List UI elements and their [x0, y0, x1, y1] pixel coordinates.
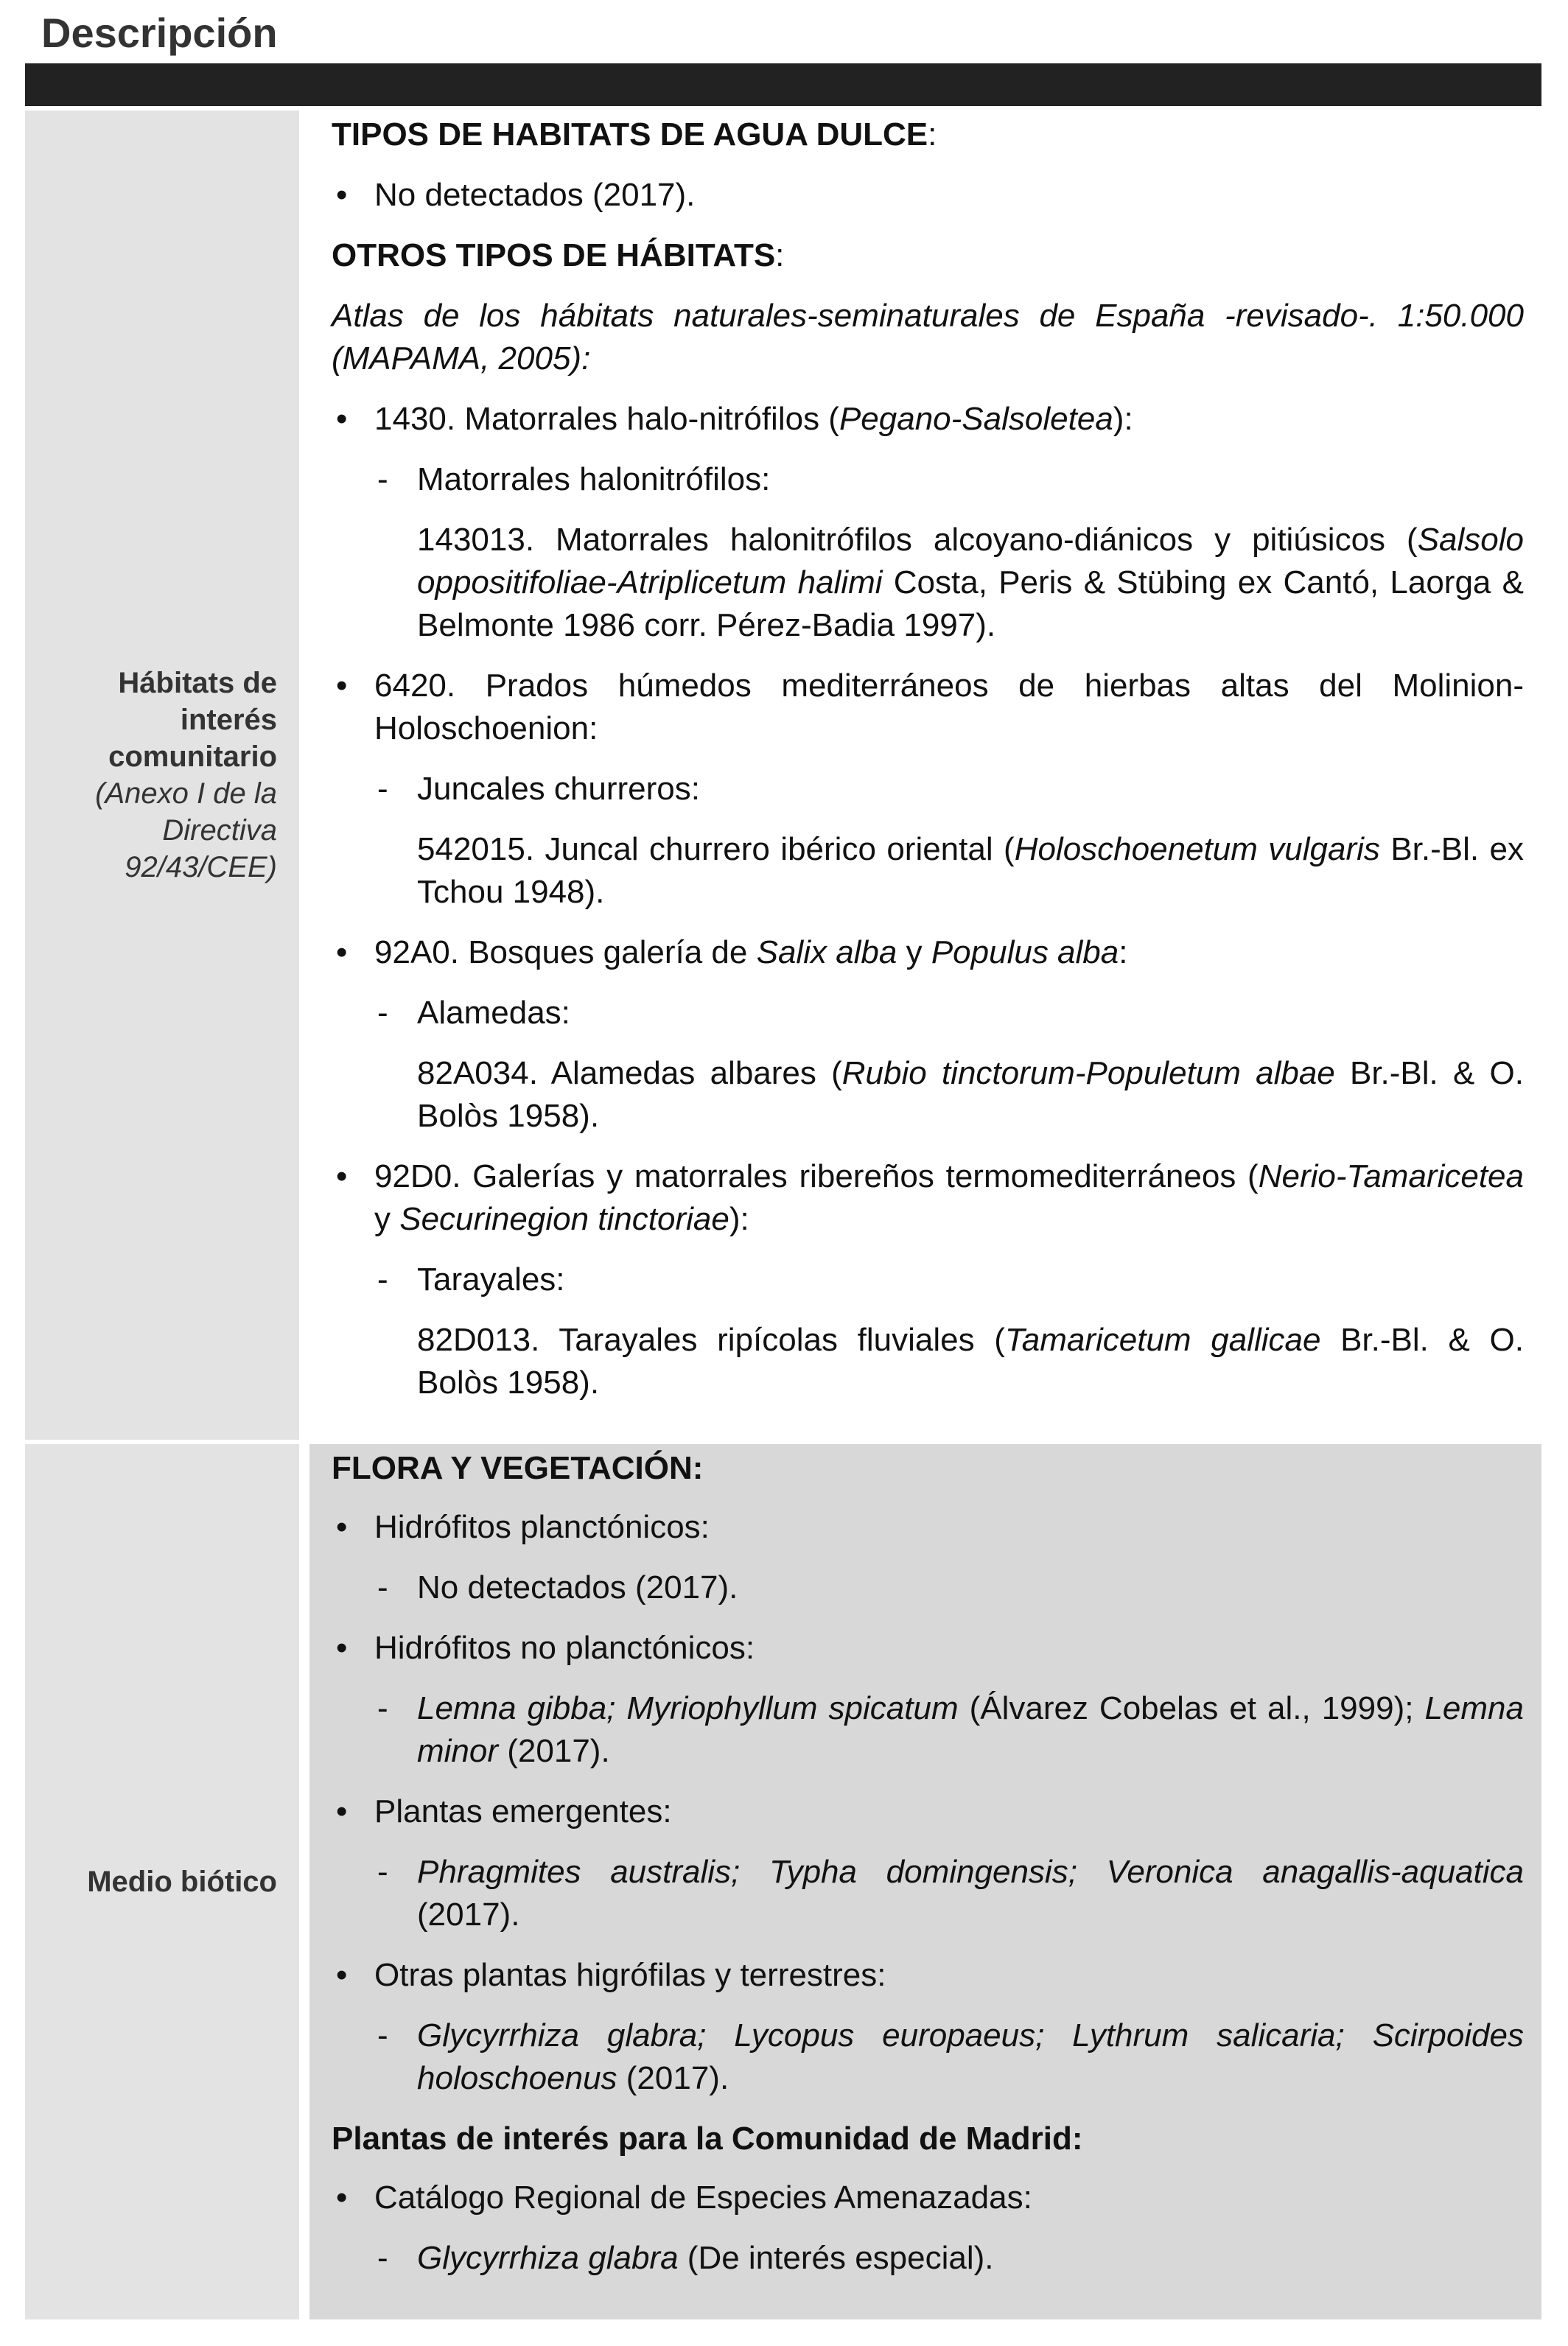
flora-heading: FLORA Y VEGETACIÓN: [332, 1450, 704, 1486]
habitats-label-note: Directiva [162, 814, 277, 847]
habitat-6420-detail: 542015. Juncal churrero ibérico oriental (Holoschoenetum vulgaris Br.-Bl. ex Tchou 1948). [417, 831, 1524, 910]
other-heading-line: OTROS TIPOS DE HÁBITATS: [332, 237, 785, 273]
habitat-92d0-detail: 82D013. Tarayales ripícolas fluviales (Tamaricetum gallicae Br.-Bl. & O. Bolòs 1958). [417, 1322, 1524, 1401]
biotic-content-cell [309, 1444, 1541, 2319]
habitats-label-line: interés [180, 704, 277, 736]
habitats-label-line: comunitario [108, 740, 277, 773]
habitat-92d0-sub: - Tarayales: [377, 1261, 565, 1298]
habitat-6420-sub: - Juncales churreros: [377, 771, 700, 807]
habitat-92d0: • 92D0. Galerías y matorrales ribereños termomediterráneos (Nerio-Tamaricetea y Securinegion tinctoriae): [336, 1158, 1524, 1237]
habitat-92a0: • 92A0. Bosques galería de Salix alba y Populus alba: [336, 934, 1128, 970]
biotic-label: Medio biótico [87, 1866, 277, 1898]
list-subitem: - Lemna gibba; Myriophyllum spicatum (Álvarez Cobelas et al., 1999); Lemna minor (2017). [377, 1690, 1524, 1769]
biotic-row [25, 1444, 1541, 2319]
page-title: Descripción [41, 10, 278, 56]
list-item: • Otras plantas higrófilas y terrestres: [336, 1957, 886, 1993]
freshwater-heading: TIPOS DE HABITATS DE AGUA DULCE [332, 116, 928, 153]
list-item: • No detectados (2017). [336, 177, 696, 213]
habitat-6420: • 6420. Prados húmedos mediterráneos de hierbas altas del Molinion-Holoschoenion: [336, 668, 1524, 746]
biotic-label-cell [25, 1444, 299, 2319]
habitat-1430-detail: 143013. Matorrales halonitrófilos alcoyano-diánicos y pitiúsicos (Salsolo oppositifoliae-Atriplicetum halimi Costa, Peris & Stübing ex Cantó, Laorga & Belmonte 1986 corr. Pérez-Badia 1997). [417, 522, 1524, 643]
habitats-label-note: (Anexo I de la [95, 777, 277, 810]
list-subitem: - No detectados (2017). [377, 1569, 738, 1606]
list-item: • Hidrófitos planctónicos: [336, 1509, 710, 1545]
list-subitem: - Phragmites australis; Typha domingensis; Veronica anagallis-aquatica (2017). [377, 1854, 1524, 1933]
freshwater-item: No detectados (2017). [374, 177, 696, 213]
list-item: • Plantas emergentes: [336, 1793, 672, 1829]
habitat-92a0-detail: 82A034. Alamedas albares (Rubio tinctorum-Populetum albae Br.-Bl. & O. Bolòs 1958). [417, 1055, 1524, 1134]
habitats-content-cell [309, 111, 1541, 1440]
freshwater-heading-line: TIPOS DE HABITATS DE AGUA DULCE: [332, 116, 937, 153]
habitat-1430-sub: - Matorrales halonitrófilos: [377, 461, 771, 497]
habitat-92a0-sub: - Alamedas: [377, 995, 570, 1031]
other-heading: OTROS TIPOS DE HÁBITATS [332, 237, 776, 273]
header-bar [25, 63, 1541, 106]
interest-heading: Plantas de interés para la Comunidad de Madrid: [332, 2121, 1083, 2157]
atlas-source: Atlas de los hábitats naturales-seminaturales de España -revisado-. 1:50.000 (MAPAMA, 2005): [332, 298, 1524, 377]
list-item: • Hidrófitos no planctónicos: [336, 1630, 755, 1666]
list-subitem: - Glycyrrhiza glabra (De interés especial). [377, 2240, 994, 2276]
habitats-label-line: Hábitats de [118, 667, 277, 699]
habitats-row [25, 111, 1541, 1440]
habitats-label-cell [25, 111, 299, 1440]
list-item: • Catálogo Regional de Especies Amenazadas: [336, 2179, 1032, 2216]
habitats-label-note: 92/43/CEE) [125, 851, 277, 883]
habitat-1430: • 1430. Matorrales halo-nitrófilos (Pegano-Salsoletea): [336, 401, 1133, 437]
list-subitem: - Glycyrrhiza glabra; Lycopus europaeus; Lythrum salicaria; Scirpoides holoschoenus (2017). [377, 2017, 1524, 2096]
